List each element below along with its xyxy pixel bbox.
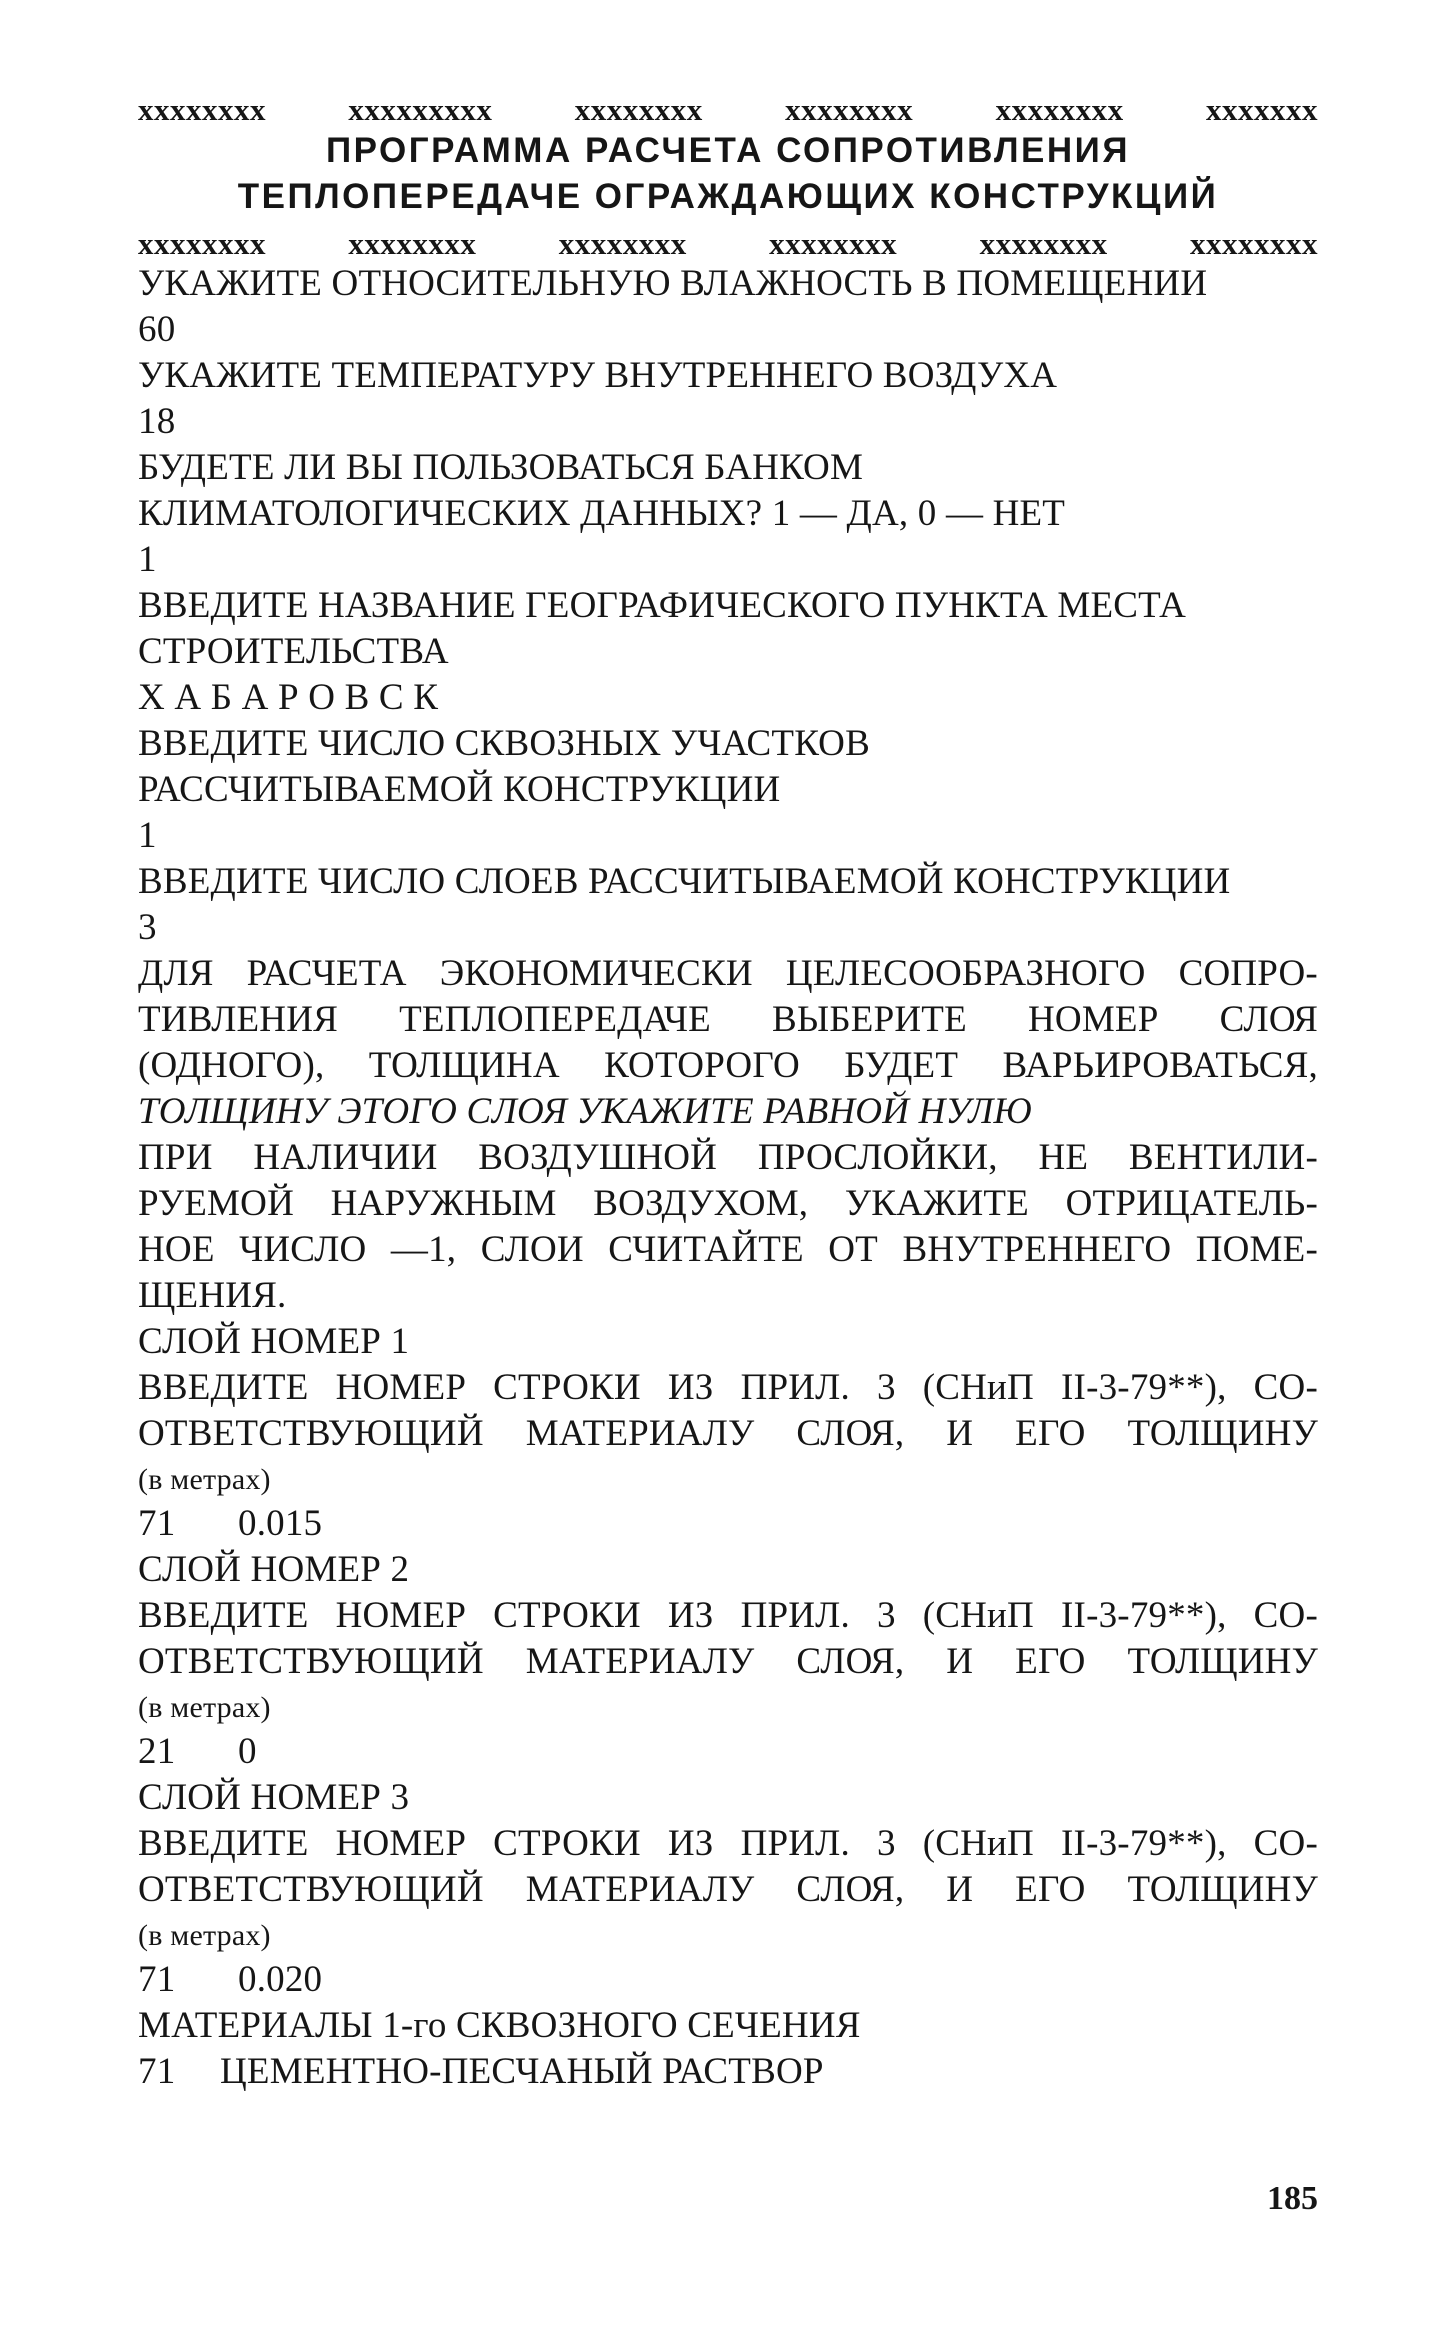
word: ВОЗДУХОМ, <box>593 1183 809 1224</box>
word: ВНУТРЕННЕГО <box>902 1229 1172 1270</box>
word: СОПРО- <box>1178 953 1318 994</box>
word: НЕ <box>1038 1137 1089 1178</box>
layer-2-values <box>138 1730 1318 1774</box>
humidity-prompt: УКАЖИТЕ ОТНОСИТЕЛЬНУЮ ВЛАЖНОСТЬ В ПОМЕЩЕНИИ <box>138 263 1208 304</box>
word: ПРОСЛОЙКИ, <box>757 1137 998 1178</box>
material-row-name: ЦЕМЕНТНО-ПЕСЧАНЫЙ РАСТВОР <box>220 2051 824 2092</box>
word: И <box>946 1641 974 1682</box>
word: ПРИЛ. <box>740 1823 850 1864</box>
word: НОМЕР <box>335 1595 467 1636</box>
layer-2-prompt-line2 <box>138 1640 1318 1684</box>
word: (СНиП <box>922 1823 1034 1864</box>
word: ОТВЕТСТВУЮЩИЙ <box>138 1641 484 1682</box>
separator-token: xxxxxxxx <box>138 92 266 127</box>
word: НАРУЖНЫМ <box>330 1183 557 1224</box>
word: СЧИТАЙТЕ <box>608 1229 804 1270</box>
word: ВЫБЕРИТЕ <box>772 999 967 1040</box>
word: НОЕ <box>138 1229 215 1270</box>
air-gap-note-line2 <box>138 1182 1318 1226</box>
separator-bottom <box>138 226 1318 262</box>
word: ВВЕДИТЕ <box>138 1367 309 1408</box>
word: МАТЕРИАЛУ <box>525 1641 755 1682</box>
climate-bank-prompt-1: БУДЕТЕ ЛИ ВЫ ПОЛЬЗОВАТЬСЯ БАНКОМ <box>138 447 864 488</box>
word: ПОМЕ- <box>1195 1229 1318 1270</box>
word: ИЗ <box>667 1367 714 1408</box>
economic-note-line1 <box>138 952 1318 996</box>
separator-token: xxxxxxxx <box>995 92 1124 127</box>
layer-row-number: 71 <box>138 1959 176 2000</box>
separator-token: xxxxxxxx <box>574 92 703 127</box>
layer-3-values <box>138 1958 1318 2002</box>
word: МАТЕРИАЛУ <box>525 1413 755 1454</box>
economic-note-line4: ТОЛЩИНУ ЭТОГО СЛОЯ УКАЖИТЕ РАВНОЙ НУЛЮ <box>138 1091 1032 1132</box>
layer-3-prompt-line2 <box>138 1868 1318 1912</box>
word: ДЛЯ <box>138 953 214 994</box>
separator-token: xxxxxxxx <box>979 226 1108 261</box>
word: II-3-79**), <box>1061 1367 1227 1408</box>
climate-bank-prompt-2: КЛИМАТОЛОГИЧЕСКИХ ДАННЫХ? 1 — ДА, 0 — НЕТ <box>138 493 1066 534</box>
temperature-prompt: УКАЖИТЕ ТЕМПЕРАТУРУ ВНУТРЕННЕГО ВОЗДУХА <box>138 355 1058 396</box>
word: ТЕПЛОПЕРЕДАЧЕ <box>399 999 711 1040</box>
word: СТРОКИ <box>493 1595 641 1636</box>
temperature-value: 18 <box>138 401 176 442</box>
page-number: 185 <box>1267 2180 1318 2217</box>
word: НОМЕР <box>335 1823 467 1864</box>
word: ИЗ <box>667 1823 714 1864</box>
word: ВАРЬИРОВАТЬСЯ, <box>1002 1045 1318 1086</box>
separator-token: xxxxxxxx <box>558 226 687 261</box>
word: СЛОЯ, <box>796 1413 905 1454</box>
sections-value: 1 <box>138 815 157 856</box>
separator-token: xxxxxxxx <box>138 226 266 261</box>
humidity-value: 60 <box>138 309 176 350</box>
separator-token: xxxxxxxx <box>348 226 477 261</box>
air-gap-note-line1 <box>138 1136 1318 1180</box>
word: ПРИЛ. <box>740 1595 850 1636</box>
sections-prompt-1: ВВЕДИТЕ ЧИСЛО СКВОЗНЫХ УЧАСТКОВ <box>138 723 870 764</box>
layer-thickness: 0.020 <box>238 1959 323 2000</box>
word: СЛОИ <box>480 1229 584 1270</box>
word: (СНиП <box>922 1367 1034 1408</box>
word: И <box>946 1869 974 1910</box>
economic-note-line2 <box>138 998 1318 1042</box>
city-prompt-1: ВВЕДИТЕ НАЗВАНИЕ ГЕОГРАФИЧЕСКОГО ПУНКТА МЕСТА <box>138 585 1187 626</box>
layers-prompt: ВВЕДИТЕ ЧИСЛО СЛОЕВ РАССЧИТЫВАЕМОЙ КОНСТРУКЦИИ <box>138 861 1231 902</box>
word: ТОЛЩИНУ <box>1127 1641 1318 1682</box>
word: МАТЕРИАЛУ <box>525 1869 755 1910</box>
word: (ОДНОГО), <box>138 1045 325 1086</box>
city-value: Х А Б А Р О В С К <box>138 677 439 718</box>
word: ТОЛЩИНУ <box>1127 1869 1318 1910</box>
word: КОТОРОГО <box>604 1045 800 1086</box>
word: ТОЛЩИНУ <box>1127 1413 1318 1454</box>
word: СЛОЯ, <box>796 1641 905 1682</box>
separator-token: xxxxxxx <box>1205 92 1318 127</box>
word: ЦЕЛЕСООБРАЗНОГО <box>785 953 1146 994</box>
word: ТИВЛЕНИЯ <box>138 999 339 1040</box>
separator-top <box>138 92 1318 128</box>
word: СЛОЯ, <box>796 1869 905 1910</box>
layers-value: 3 <box>138 907 157 948</box>
word: ВЕНТИЛИ- <box>1128 1137 1318 1178</box>
layer-1-units: (в метрах) <box>138 1463 271 1496</box>
word: ВОЗДУШНОЙ <box>478 1137 718 1178</box>
layer-2-header: СЛОЙ НОМЕР 2 <box>138 1549 410 1590</box>
word: НОМЕР <box>335 1367 467 1408</box>
word: ОТВЕТСТВУЮЩИЙ <box>138 1869 484 1910</box>
city-prompt-2: СТРОИТЕЛЬСТВА <box>138 631 449 672</box>
word: 3 <box>876 1367 896 1408</box>
layer-3-prompt-line1 <box>138 1822 1318 1866</box>
word: РУЕМОЙ <box>138 1183 294 1224</box>
word: НОМЕР <box>1027 999 1159 1040</box>
separator-token: xxxxxxxx <box>769 226 898 261</box>
layer-3-header: СЛОЙ НОМЕР 3 <box>138 1777 410 1818</box>
sections-prompt-2: РАССЧИТЫВАЕМОЙ КОНСТРУКЦИИ <box>138 769 781 810</box>
word: БУДЕТ <box>844 1045 959 1086</box>
word: ЕГО <box>1015 1641 1086 1682</box>
separator-token: xxxxxxxx <box>785 92 914 127</box>
word: ЕГО <box>1015 1869 1086 1910</box>
word: II-3-79**), <box>1061 1823 1227 1864</box>
word: ПРИ <box>138 1137 213 1178</box>
word: СЛОЯ <box>1219 999 1318 1040</box>
layer-1-values <box>138 1502 1318 1546</box>
air-gap-note-line3 <box>138 1228 1318 1272</box>
layer-2-prompt-line1 <box>138 1594 1318 1638</box>
air-gap-note-line4: ЩЕНИЯ. <box>138 1275 287 1316</box>
word: СО- <box>1253 1823 1318 1864</box>
word: ПРИЛ. <box>740 1367 850 1408</box>
word: ОТВЕТСТВУЮЩИЙ <box>138 1413 484 1454</box>
separator-token: xxxxxxxx <box>1189 226 1318 261</box>
word: СТРОКИ <box>493 1823 641 1864</box>
word: (СНиП <box>922 1595 1034 1636</box>
word: 3 <box>876 1595 896 1636</box>
layer-1-prompt-line2 <box>138 1412 1318 1456</box>
word: УКАЖИТЕ <box>844 1183 1029 1224</box>
word: ЭКОНОМИЧЕСКИ <box>439 953 753 994</box>
word: ЧИСЛО <box>239 1229 367 1270</box>
layer-row-number: 71 <box>138 1503 176 1544</box>
word: ВВЕДИТЕ <box>138 1595 309 1636</box>
word: ТОЛЩИНА <box>368 1045 560 1086</box>
word: СО- <box>1253 1595 1318 1636</box>
material-row <box>138 2050 1318 2094</box>
word: НАЛИЧИИ <box>253 1137 438 1178</box>
climate-bank-value: 1 <box>138 539 157 580</box>
word: II-3-79**), <box>1061 1595 1227 1636</box>
layer-thickness: 0 <box>238 1731 257 1772</box>
word: СТРОКИ <box>493 1367 641 1408</box>
program-title-line1: ПРОГРАММА РАСЧЕТА СОПРОТИВЛЕНИЯ <box>326 131 1130 170</box>
word: И <box>946 1413 974 1454</box>
word: ЕГО <box>1015 1413 1086 1454</box>
material-row-number: 71 <box>138 2051 176 2092</box>
word: РАСЧЕТА <box>246 953 407 994</box>
word: ОТРИЦАТЕЛЬ- <box>1065 1183 1318 1224</box>
word: ВВЕДИТЕ <box>138 1823 309 1864</box>
word: —1, <box>390 1229 457 1270</box>
word: 3 <box>876 1823 896 1864</box>
word: ИЗ <box>667 1595 714 1636</box>
layer-1-prompt-line1 <box>138 1366 1318 1410</box>
program-title-line2: ТЕПЛОПЕРЕДАЧЕ ОГРАЖДАЮЩИХ КОНСТРУКЦИЙ <box>237 177 1219 216</box>
layer-row-number: 21 <box>138 1731 176 1772</box>
separator-token: xxxxxxxxx <box>348 92 493 127</box>
word: ОТ <box>828 1229 878 1270</box>
word: СО- <box>1253 1367 1318 1408</box>
layer-thickness: 0.015 <box>238 1503 323 1544</box>
layer-2-units: (в метрах) <box>138 1691 271 1724</box>
economic-note-line3 <box>138 1044 1318 1088</box>
materials-header: МАТЕРИАЛЫ 1-го СКВОЗНОГО СЕЧЕНИЯ <box>138 2005 861 2046</box>
layer-1-header: СЛОЙ НОМЕР 1 <box>138 1321 410 1362</box>
layer-3-units: (в метрах) <box>138 1919 271 1952</box>
